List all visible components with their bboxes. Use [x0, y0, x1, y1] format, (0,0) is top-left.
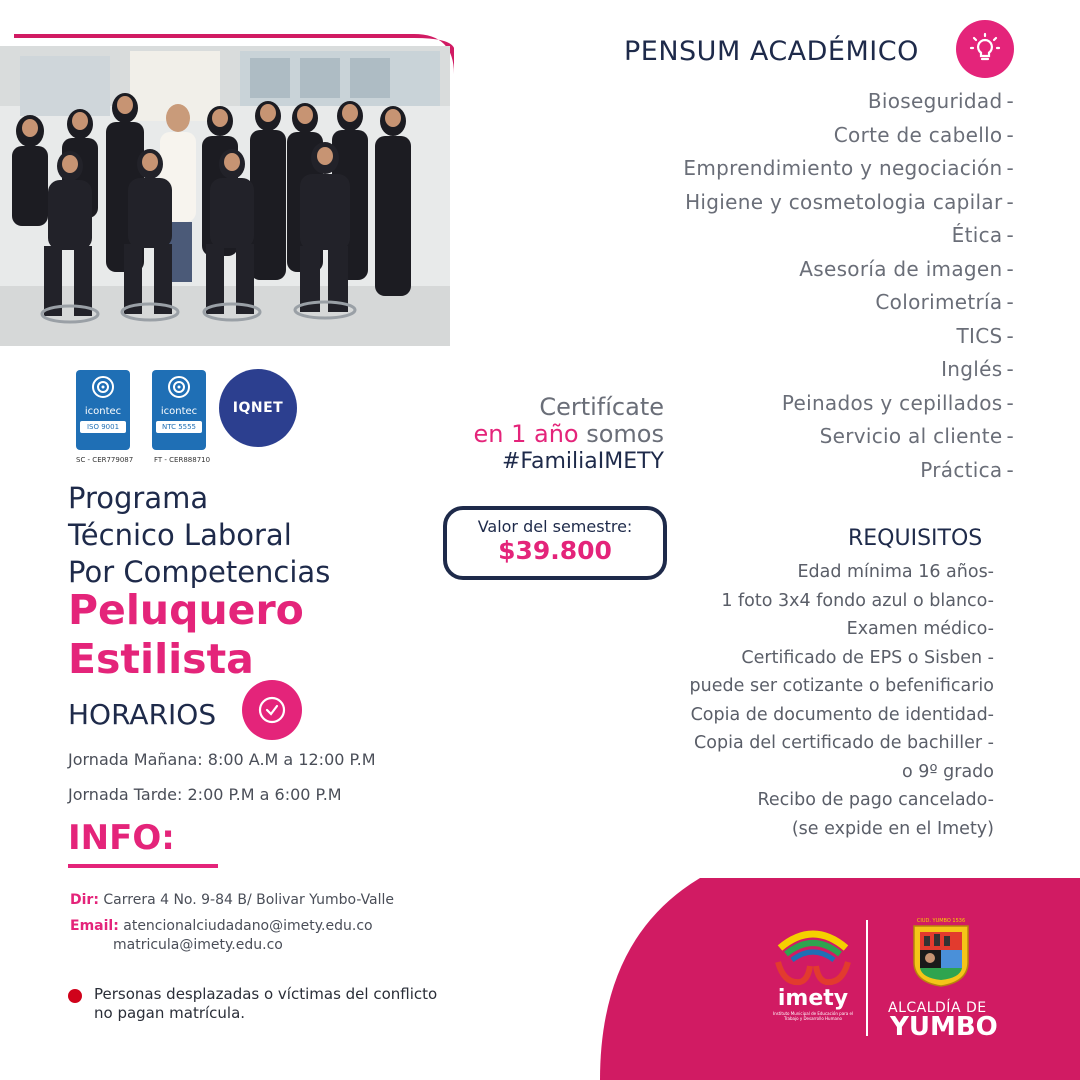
slogan-line2: en 1 año somos	[473, 420, 664, 448]
info-email	[70, 917, 373, 955]
icontec-code: NTC 5555	[156, 421, 202, 433]
clock-icon	[242, 680, 302, 740]
pensum-title: PENSUM ACADÉMICO	[624, 36, 919, 67]
program-name-line1: Peluquero	[68, 586, 304, 634]
icontec-code: ISO 9001	[80, 421, 126, 433]
info-title: INFO:	[68, 818, 175, 858]
program-name-line2: Estilista	[68, 635, 254, 683]
icontec-logo-icon	[76, 370, 130, 404]
pensum-item: Inglés -	[941, 357, 1014, 381]
top-pink-stripe	[14, 34, 454, 46]
price-box	[443, 506, 667, 580]
info-underline	[68, 864, 218, 868]
requisito-line: Copia de documento de identidad-	[690, 704, 994, 725]
alcaldia-line2: YUMBO	[890, 1012, 998, 1042]
slogan-line1: Certifícate	[539, 393, 664, 421]
slogan	[474, 394, 665, 475]
requisito-line: Edad mínima 16 años-	[797, 562, 994, 582]
note-line1: Personas desplazadas o víctimas del conflicto	[94, 985, 438, 1003]
imety-wordmark: imety	[777, 986, 849, 1011]
requisitos-title: REQUISITOS	[848, 526, 983, 551]
bullet-dot-icon	[68, 989, 82, 1003]
pensum-list	[683, 85, 1014, 487]
pensum-item: Servicio al cliente -	[819, 424, 1014, 448]
price-label: Valor del semestre:	[477, 517, 633, 536]
requisito-line: (se expide en el Imety)	[791, 818, 994, 839]
shield-caption: CIUD. YUMBO 1536	[916, 918, 966, 924]
email-label: Email:	[70, 918, 119, 934]
pensum-item: Bioseguridad -	[867, 89, 1014, 113]
pensum-item: TICS -	[956, 323, 1014, 348]
pensum-item: Emprendimiento y negociación -	[683, 156, 1014, 180]
horario-manana: Jornada Mañana: 8:00 A.M a 12:00 P.M	[68, 750, 376, 769]
pensum-item: Colorimetría -	[875, 290, 1014, 314]
yumbo-shield	[910, 918, 972, 988]
slogan-hashtag: #FamiliaIMETY	[501, 449, 664, 474]
pensum-item: Práctica -	[920, 457, 1014, 482]
icontec-iso-badge	[76, 370, 130, 450]
requisito-line: 1 foto 3x4 fondo azul o blanco-	[721, 590, 994, 611]
requisito-line: Recibo de pago cancelado-	[757, 790, 994, 810]
address-value: Carrera 4 No. 9-84 B/ Bolivar Yumbo-Valle	[98, 892, 395, 908]
lightbulb-icon	[956, 20, 1014, 78]
requisito-line: o 9º grado	[901, 761, 994, 782]
shield-icon	[910, 924, 972, 988]
imety-logo	[770, 918, 856, 1038]
pensum-item: Ética -	[951, 223, 1014, 247]
pensum-item: Corte de cabello -	[833, 122, 1014, 147]
horario-tarde: Jornada Tarde: 2:00 P.M a 6:00 P.M	[68, 785, 342, 804]
requisito-line: Examen médico-	[846, 619, 994, 639]
info-address	[70, 892, 394, 908]
price-value: $39.800	[498, 536, 612, 565]
imety-emblem-icon	[770, 918, 856, 988]
icontec-ntc-cert: FT - CER888710	[154, 456, 211, 464]
pensum-item: Higiene y cosmetologia capilar -	[685, 189, 1014, 214]
iqnet-badge	[219, 369, 297, 447]
icontec-logo-icon	[152, 370, 206, 404]
program-line1: Programa	[68, 481, 209, 515]
icontec-ntc-badge	[152, 370, 206, 450]
requisitos-list	[690, 558, 994, 843]
imety-subtitle: Instituto Municipal de Educación para el Trabajo y Desarrollo Humano	[772, 1011, 854, 1021]
pensum-item: Peinados y cepillados -	[781, 390, 1014, 415]
info-note	[94, 985, 437, 1023]
icontec-brand: icontec	[160, 406, 198, 417]
pensum-item: Asesoría de imagen -	[799, 256, 1014, 281]
program-line2: Técnico Laboral	[68, 518, 292, 552]
address-label: Dir:	[70, 892, 99, 908]
logo-divider	[866, 920, 868, 1036]
horarios-title: HORARIOS	[68, 698, 217, 731]
alcaldia-line1: ALCALDÍA DE	[888, 1000, 987, 1016]
iqnet-label: IQNET	[232, 400, 284, 416]
group-photo	[0, 46, 450, 346]
icontec-brand: icontec	[84, 406, 122, 417]
requisito-line: Copia del certificado de bachiller -	[694, 733, 994, 753]
program-line3: Por Competencias	[68, 555, 331, 589]
icontec-iso-cert: SC - CER779087	[76, 456, 134, 464]
program-heading	[68, 480, 330, 591]
note-line2: no pagan matrícula.	[94, 1004, 246, 1022]
requisito-line: puede ser cotizante o befenificario	[689, 676, 994, 696]
requisito-line: Certificado de EPS o Sisben -	[741, 647, 994, 668]
email-link-2[interactable]: matricula@imety.edu.co	[113, 937, 283, 953]
program-name	[68, 586, 304, 684]
email-link-1[interactable]: atencionalciudadano@imety.edu.co	[118, 918, 373, 934]
